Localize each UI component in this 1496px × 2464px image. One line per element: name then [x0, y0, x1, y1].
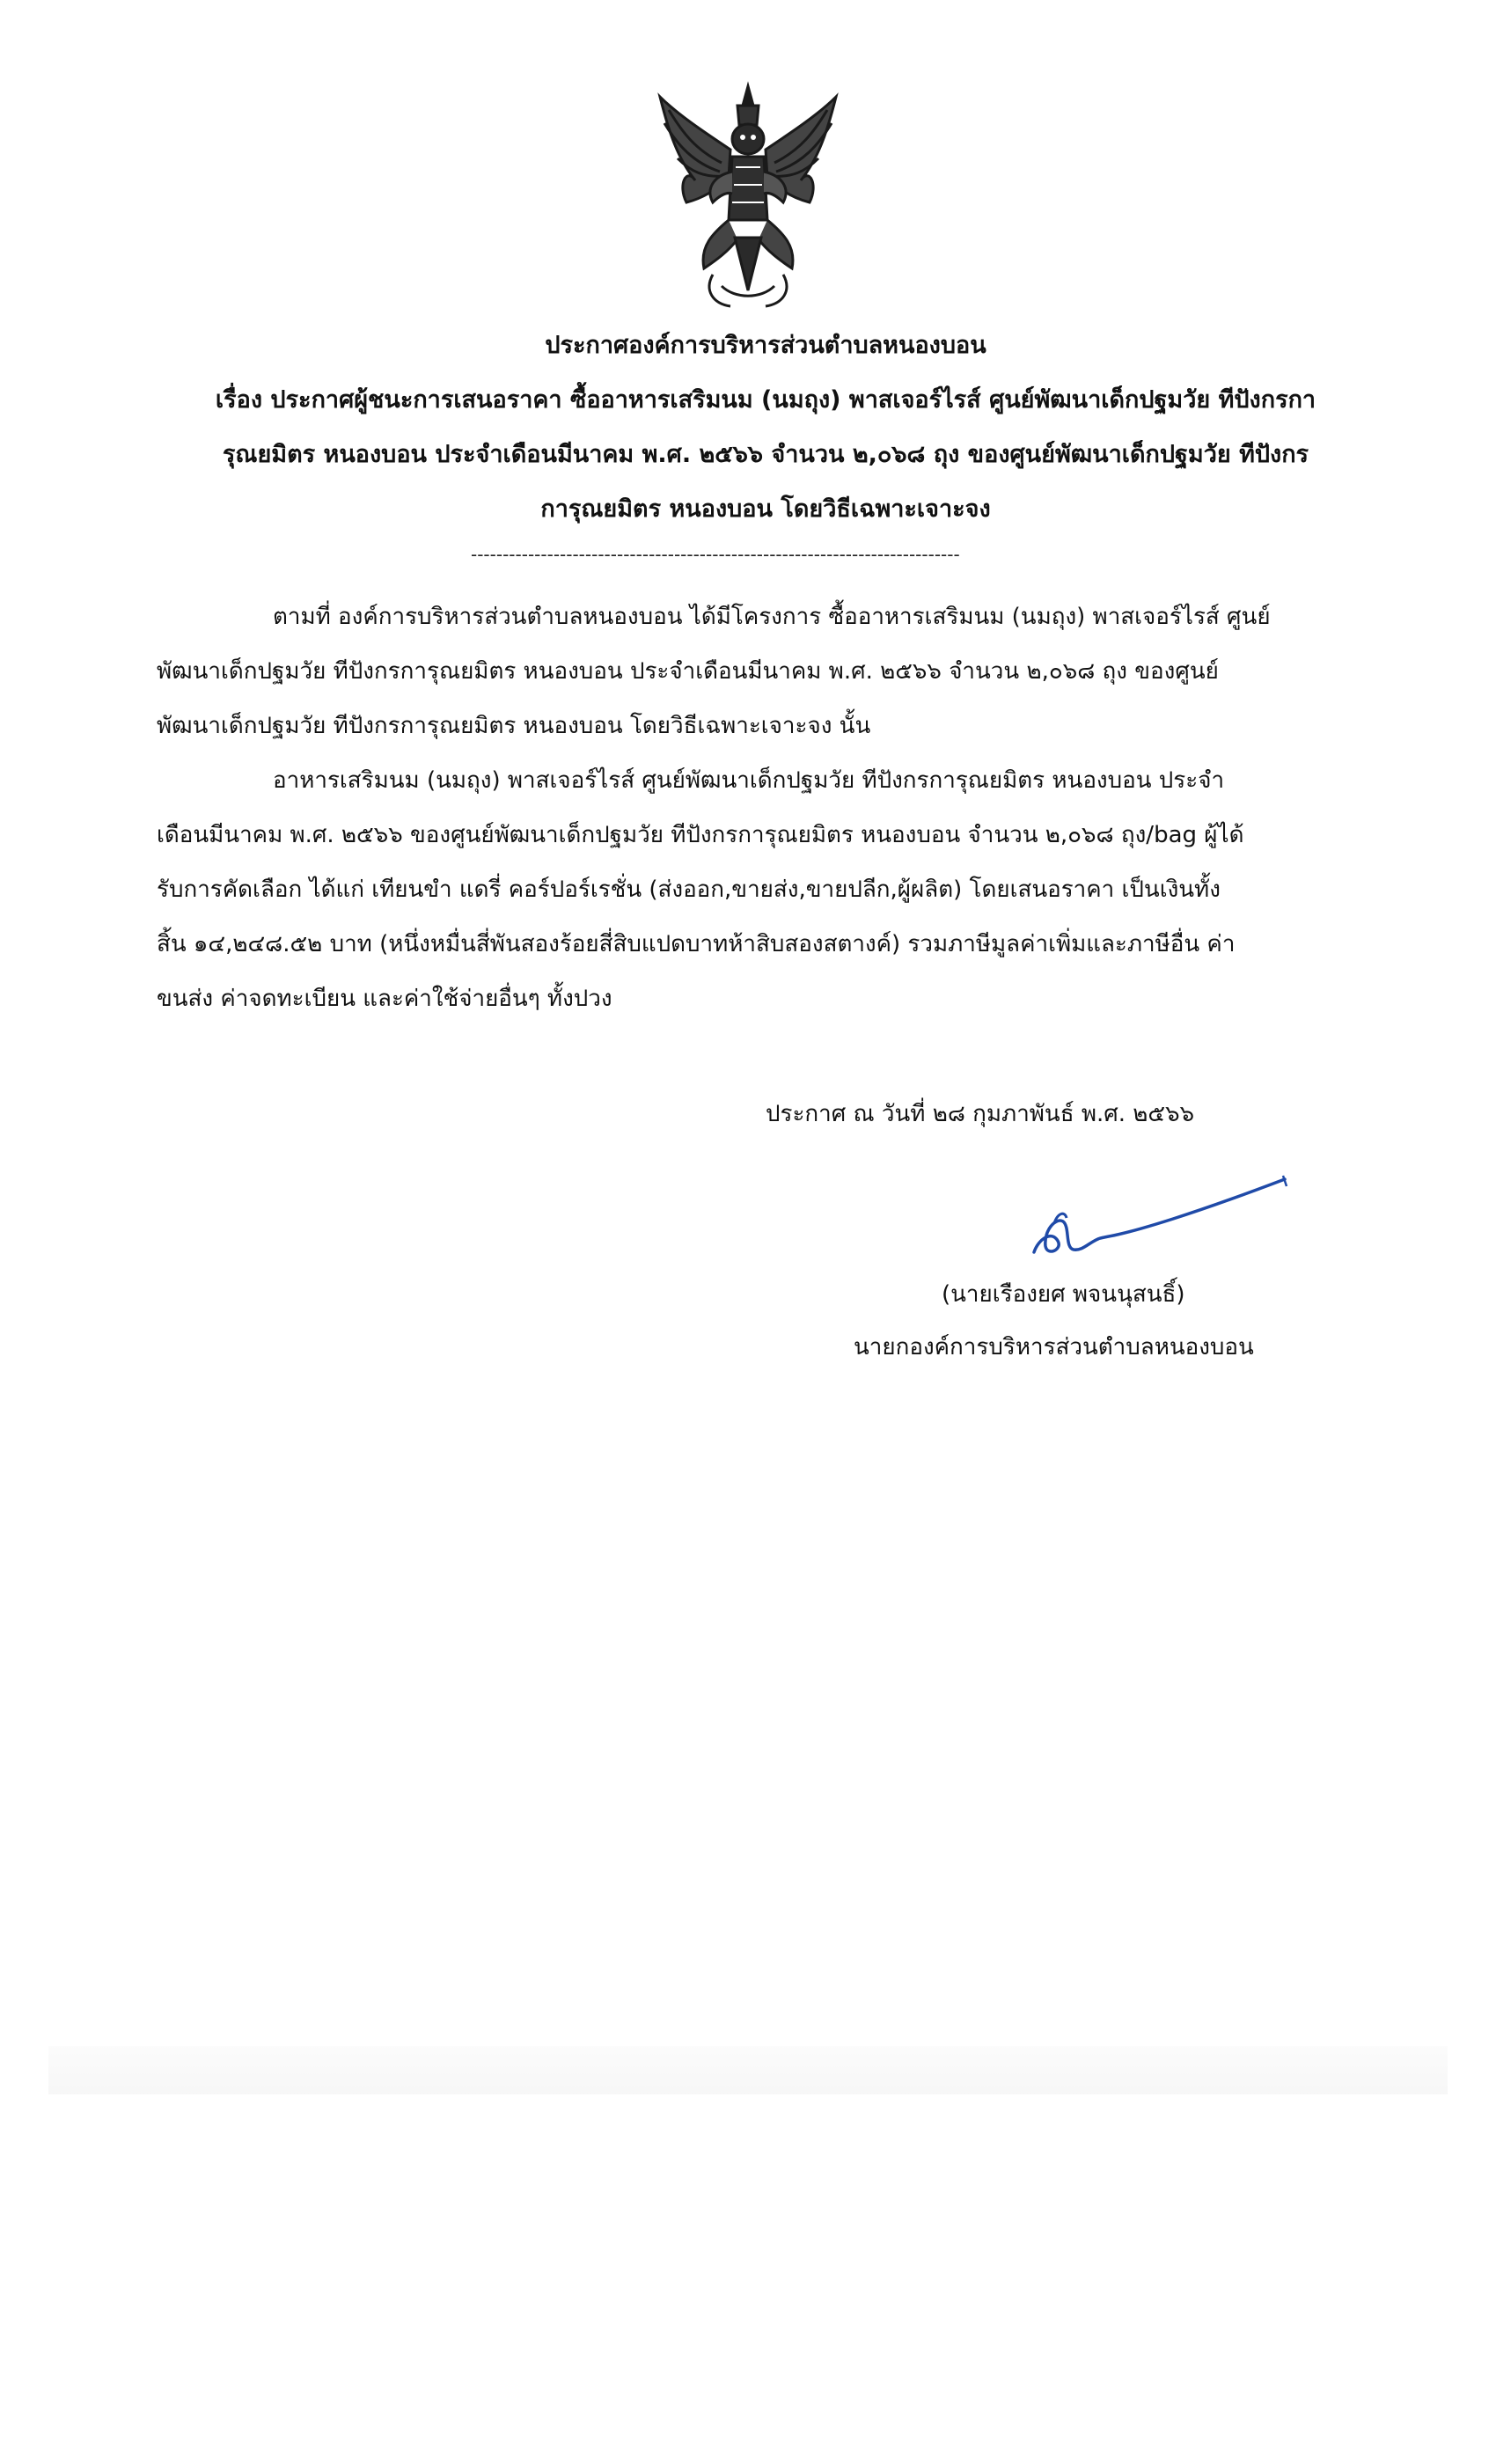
para2-line: รับการคัดเลือก ได้แก่ เทียนขำ แดรี่ คอร์ปอร์เรชั่น (ส่งออก,ขายส่ง,ขายปลีก,ผู้ผลิต) โดยเสนอราคา เป็นเงินทั้ง — [157, 876, 1221, 903]
signer-name: (นายเรืองยศ พจนนุสนธิ์) — [942, 1281, 1185, 1308]
para1-line: ตามที่ องค์การบริหารส่วนตำบลหนองบอน ได้มีโครงการ ซื้ออาหารเสริมนม (นมถุง) พาสเจอร์ไรส์ ศูนย์ — [273, 604, 1271, 630]
para2-line: สิ้น ๑๔,๒๔๘.๕๒ บาท (หนึ่งหมื่นสี่พันสองร้อยสี่สิบแปดบาทห้าสิบสองสตางค์) รวมภาษีมูลค่าเพิ่มและภาษีอื่น ค่า — [157, 931, 1236, 957]
para2-line: อาหารเสริมนม (นมถุง) พาสเจอร์ไรส์ ศูนย์พัฒนาเด็กปฐมวัย ทีปังกรการุณยมิตร หนองบอน ประจำ — [273, 767, 1225, 794]
para1-line: พัฒนาเด็กปฐมวัย ทีปังกรการุณยมิตร หนองบอน โดยวิธีเฉพาะเจาะจง นั้น — [157, 713, 871, 739]
para2-line: เดือนมีนาคม พ.ศ. ๒๕๖๖ ของศูนย์พัฒนาเด็กปฐมวัย ทีปังกรการุณยมิตร หนองบอน จำนวน ๒,๐๖๘ ถุง/bag ผู้ได้ — [157, 822, 1244, 848]
title-subject-line-3: การุณยมิตร หนองบอน โดยวิธีเฉพาะเจาะจง — [540, 495, 991, 523]
scan-artifact-band — [48, 2046, 1448, 2094]
title-subject-line-1: เรื่อง ประกาศผู้ชนะการเสนอราคา ซื้ออาหารเสริมนม (นมถุง) พาสเจอร์ไรส์ ศูนย์พัฒนาเด็กปฐมวัย ทีปังกรกา — [215, 386, 1316, 414]
signer-title: นายกองค์การบริหารส่วนตำบลหนองบอน — [854, 1334, 1254, 1360]
announcement-title — [158, 319, 1373, 537]
title-divider: ----------------------------------------------------------------------------- — [471, 544, 960, 565]
para2-line: ขนส่ง ค่าจดทะเบียน และค่าใช้จ่ายอื่นๆ ทั้งปวง — [157, 986, 612, 1012]
title-subject-line-2: รุณยมิตร หนองบอน ประจำเดือนมีนาคม พ.ศ. ๒๕๖๖ จำนวน ๒,๐๖๘ ถุง ของศูนย์พัฒนาเด็กปฐมวัย ทีปังกร — [222, 441, 1309, 468]
para1-line: พัฒนาเด็กปฐมวัย ทีปังกรการุณยมิตร หนองบอน ประจำเดือนมีนาคม พ.ศ. ๒๕๖๖ จำนวน ๒,๐๖๘ ถุง ของศูนย์ — [157, 658, 1219, 685]
title-org: ประกาศองค์การบริหารส่วนตำบลหนองบอน — [545, 332, 986, 359]
garuda-emblem-icon — [651, 79, 845, 312]
signature-icon — [1021, 1169, 1302, 1274]
announcement-date: ประกาศ ณ วันที่ ๒๘ กุมภาพันธ์ พ.ศ. ๒๕๖๖ — [766, 1101, 1195, 1127]
announcement-body — [157, 590, 1371, 1026]
